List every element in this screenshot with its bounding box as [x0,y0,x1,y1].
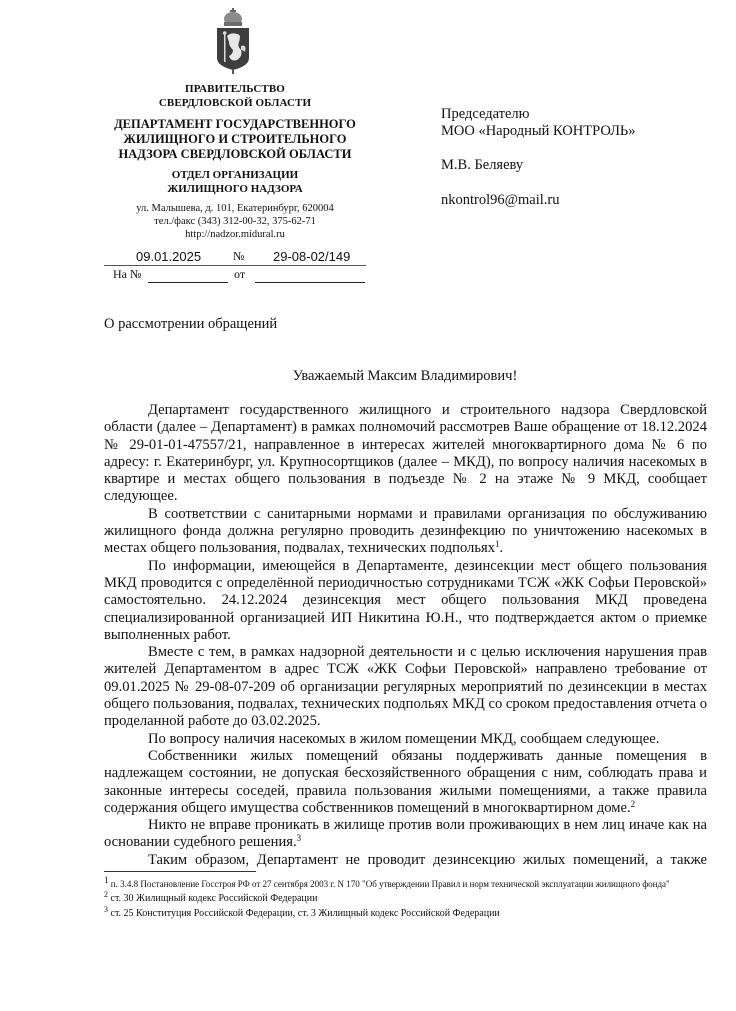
reference-row [104,266,366,284]
addressee-name: М.В. Беляеву [441,157,524,173]
government-title: ПРАВИТЕЛЬСТВО СВЕРДЛОВСКОЙ ОБЛАСТИ [158,83,312,109]
website: http://nadzor.midural.ru [185,229,285,240]
footnote-ref-3: 3 [296,833,302,844]
salutation: Уважаемый Максим Владимирович! [292,368,518,384]
footnote-3: $^3$ ст. 25 Конституция Российской Федерации, ст. 3 Жилищный кодекс Российской Федерации [104,905,500,919]
paragraph-4: Вместе с тем, в рамках надзорной деятельности и с целью исключения нарушения прав жителей Департаментом в адрес ТСЖ «ЖК Софьи Перовской» направлено требование от 09.01.2025 № 29-08-07-209 об организации регулярных мероприятий по дезинсекции в местах общего пользования, подвалах, технических подпольях МКД со сроком предоставления отчета о проделанной работе до 03.02.2025. [104,644,707,730]
addressee-email: nkontrol96@mail.ru [441,192,560,208]
paragraph-7: Никто не вправе проникать в жилище против воли проживающих в нем лиц иначе как на основании судебного решения.$^3$ [104,817,707,851]
addressee-organization: МОО «Народный КОНТРОЛЬ» [441,123,636,139]
phone: тел./факс (343) 312-00-32, 375-62-71 [154,216,316,227]
paragraph-2: В соответствии с санитарными нормами и правилами организация по обслуживанию жилищного фонда должна регулярно проводить дезинфекцию по уничтожению насекомых в местах общего пользования, подвалах, технических подпольях$^1$. [104,505,707,557]
paragraph-8: Таким образом, Департамент не проводит дезинсекцию жилых помещений, а также [148,851,707,868]
ref-from-blank [255,282,365,283]
coat-of-arms-icon [215,6,255,76]
number-sign: № [233,249,245,263]
footnote-1: $^1$ п. 3.4.8 Постановление Госстроя РФ от 27 сентября 2003 г. N 170 "Об утверждении Правил и норм технической эксплуатации жилищного фонда" [104,875,670,889]
footnote-separator [104,871,256,872]
footnote-2: $^2$ ст. 30 Жилищный кодекс Российской Федерации [104,890,318,904]
division-title: ОТДЕЛ ОРГАНИЗАЦИИ ЖИЛИЩНОГО НАДЗОРА [167,169,303,195]
footnotes [104,875,714,923]
ref-from-label: от [234,267,246,281]
paragraph-5: По вопросу наличия насекомых в жилом помещении МКД, сообщаем следующее. [148,730,660,747]
paragraph-6: Собственники жилых помещений обязаны поддерживать данные помещения в надлежащем состоянии, не допуская бесхозяйственного обращения с ним, соблюдать права и законные интересы соседей, правила пользования жилыми помещениями, а также правила содержания общего имущества собственников помещений в многоквартирном доме.$^2$ [104,747,707,816]
registration-number: 29-08-02/149 [273,249,351,264]
footnote-ref-1: 1 [495,539,500,550]
addressee-position: Председателю [441,106,530,122]
ref-number-label: На № [113,267,142,281]
department-title: ДЕПАРТАМЕНТ ГОСУДАРСТВЕННОГО ЖИЛИЩНОГО И СТРОИТЕЛЬНОГО НАДЗОРА СВЕРДЛОВСКОЙ ОБЛАСТИ [114,117,356,161]
contact-info [104,202,366,241]
paragraph-1: Департамент государственного жилищного и строительного надзора Свердловской области (далее – Департамент) в рамках полномочий рассмотрев Ваше обращение от 18.12.2024 № 29-01-01-47557/21, направленное в интересах жителей многоквартирного дома № 6 по адресу: г. Екатеринбург, ул. Крупносортщиков (далее – МКД), по вопросу наличия насекомых в квартире и местах общего пользования в подъезде № 2 на этаже № 9 МКД, сообщает следующее. [104,402,707,505]
footnote-ref-2: 2 [630,798,636,809]
ref-number-blank [148,282,228,283]
letter-body [104,402,707,869]
registration-block [104,249,366,284]
addressee-block [441,106,635,209]
registration-row [104,249,366,266]
letter-subject: О рассмотрении обращений [104,316,278,332]
address: ул. Малышева, д. 101, Екатеринбург, 620004 [136,203,334,214]
registration-date: 09.01.2025 [136,249,202,264]
letterhead [104,6,366,241]
paragraph-3: По информации, имеющейся в Департаменте, дезинсекции мест общего пользования МКД проводится с определённой периодичностью сотрудниками ТСЖ «ЖК Софьи Перовской» самостоятельно. 24.12.2024 дезинсекция мест общего пользования МКД проведена специализированной организацией ИП Никитина Ю.Н., что подтверждается актом о приемке выполненных работ. [104,557,707,643]
